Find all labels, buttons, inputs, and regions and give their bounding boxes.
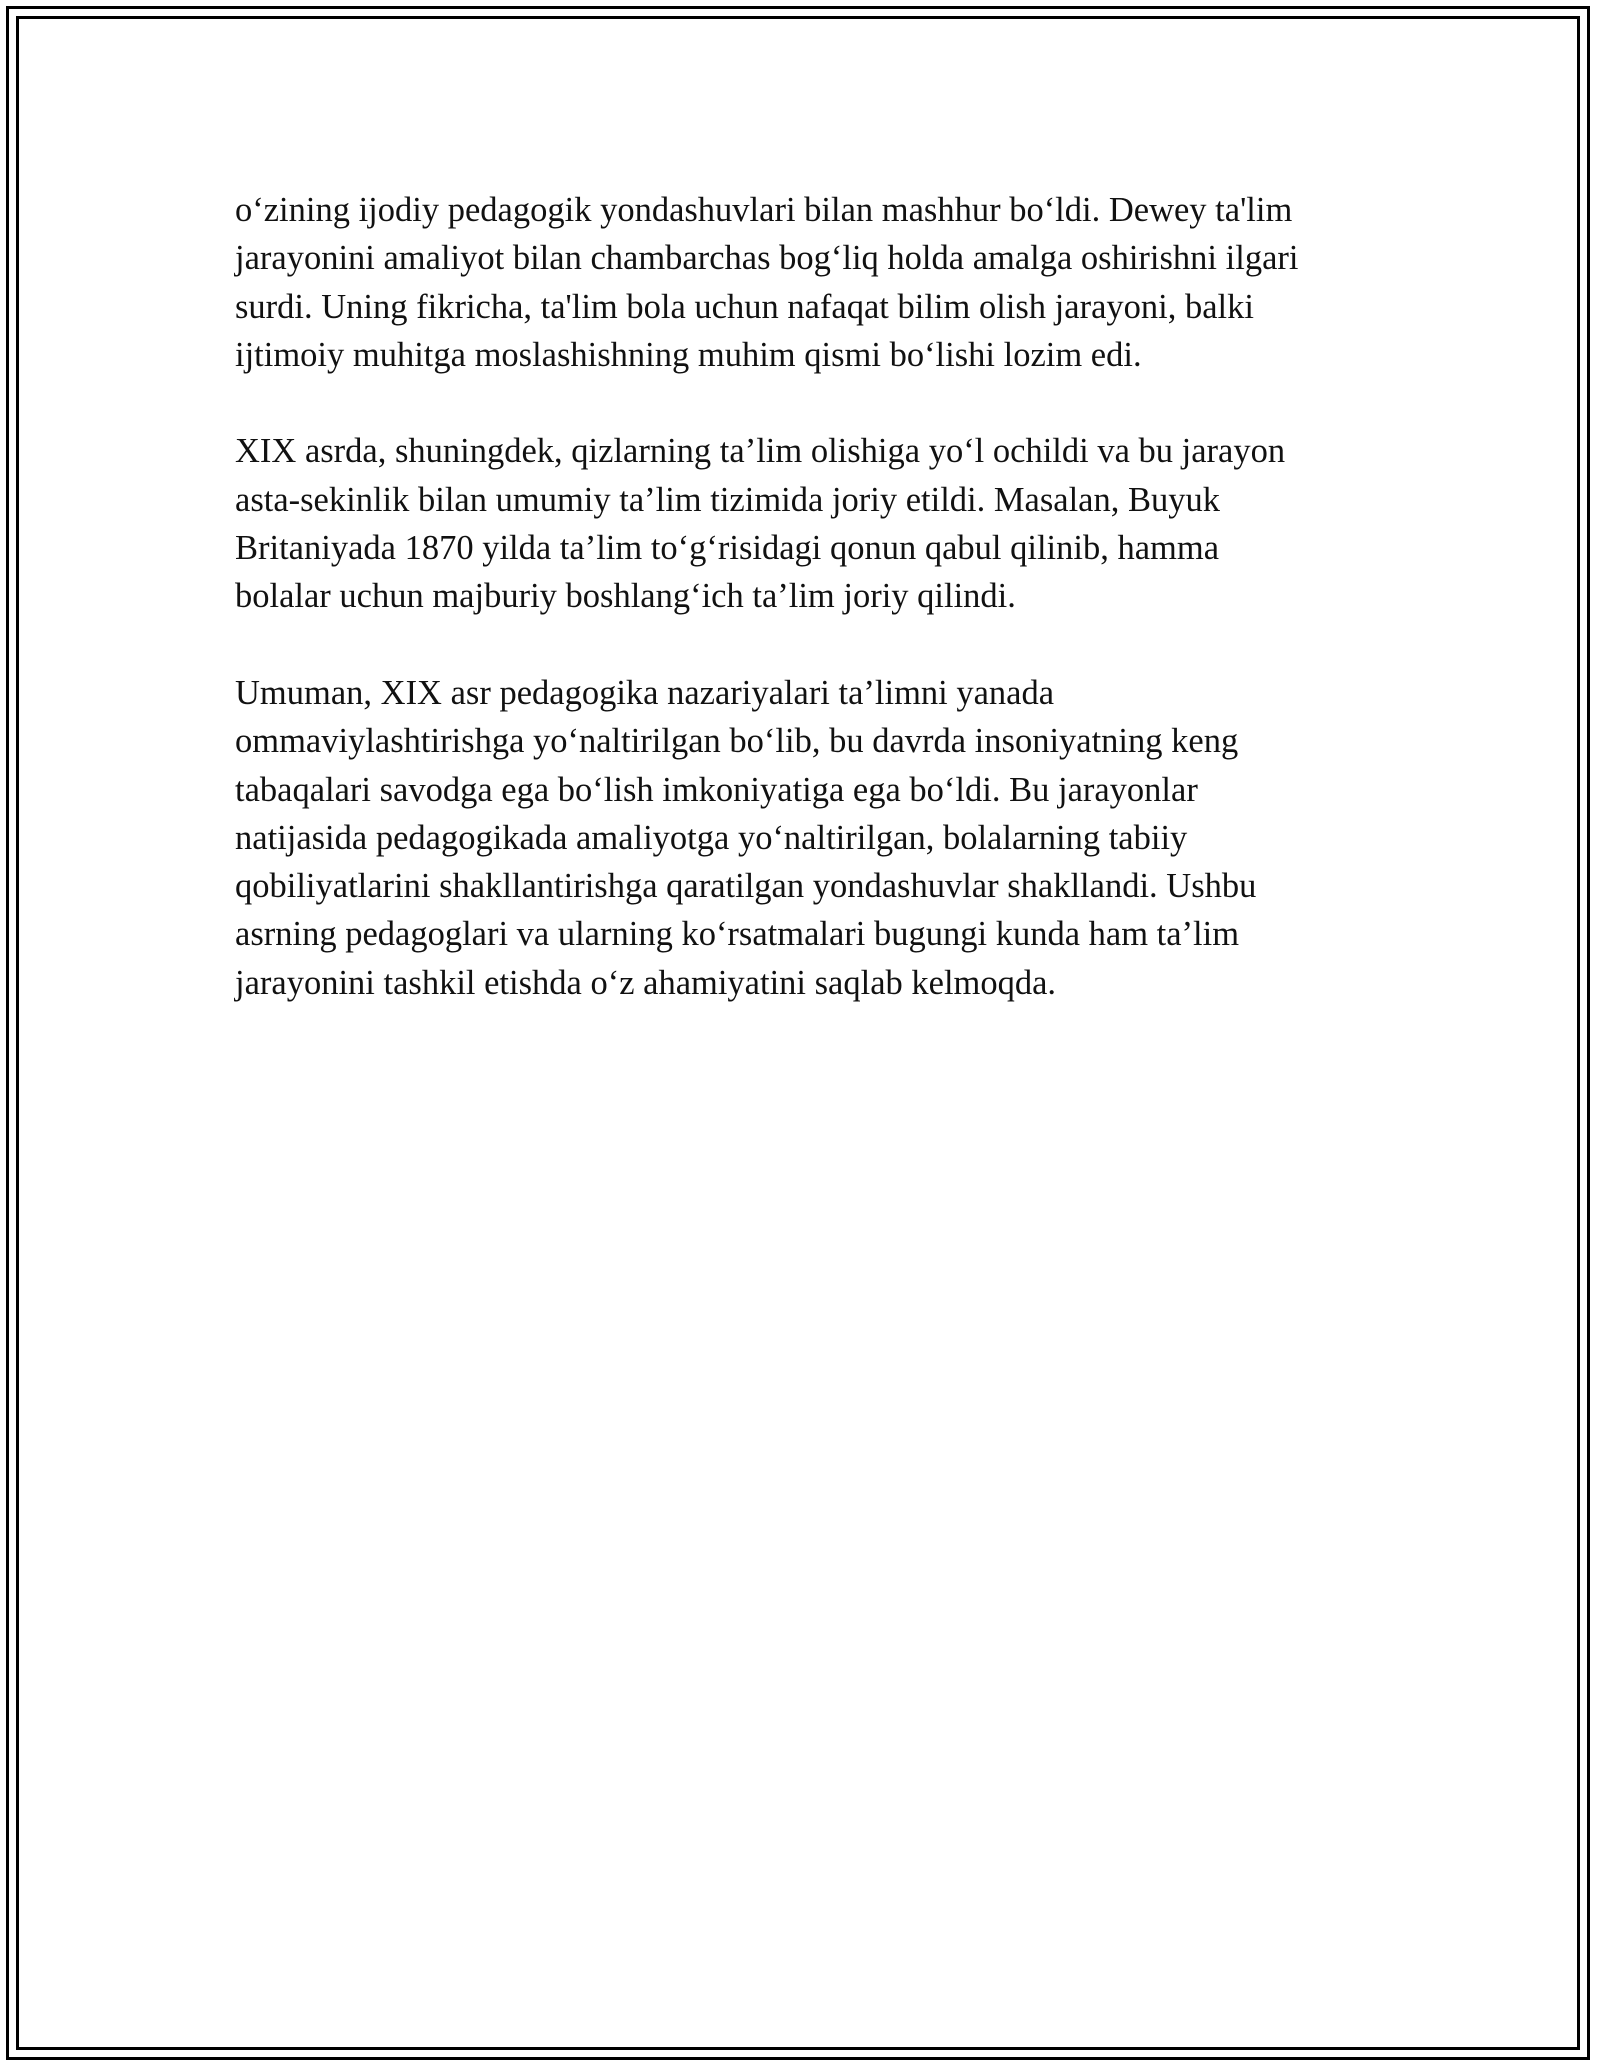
document-body bbox=[235, 186, 1385, 1055]
paragraph-dewey: o‘zining ijodiy pedagogik yondashuvlari bilan mashhur bo‘ldi. Dewey ta'lim jarayonini amaliyot bilan chambarchas bog‘liq holda amalga oshirishni ilgari surdi. Uning fikricha, ta'lim bola uchun nafaqat bilim olish jarayoni, balki ijtimoiy muhitga moslashishning muhim qismi bo‘lishi lozim edi. bbox=[235, 191, 1299, 374]
paragraph-conclusion: Umuman, XIX asr pedagogika nazariyalari ta’limni yanada ommaviylashtirishga yo‘naltirilgan bo‘lib, bu davrda insoniyatning keng tabaqalari savodga ega bo‘lish imkoniyatiga ega bo‘ldi. Bu jarayonlar natijasida pedagogikada amaliyotga yo‘naltirilgan, bolalarning tabiiy qobiliyatlarini shakllantirishga qaratilgan yondashuvlar shakllandi. Ushbu asrning pedagoglari va ularning ko‘rsatmalari bugungi kunda ham ta’lim jarayonini tashkil etishda o‘z ahamiyatini saqlab kelmoqda. bbox=[235, 673, 1257, 1002]
paragraph-girls-education: XIX asrda, shuningdek, qizlarning ta’lim olishiga yo‘l ochildi va bu jarayon asta-sekinlik bilan umumiy ta’lim tizimida joriy etildi. Masalan, Buyuk Britaniyada 1870 yilda ta’lim to‘g‘risidagi qonun qabul qilinib, hamma bolalar uchun majburiy boshlang‘ich ta’lim joriy qilindi. bbox=[235, 432, 1286, 616]
